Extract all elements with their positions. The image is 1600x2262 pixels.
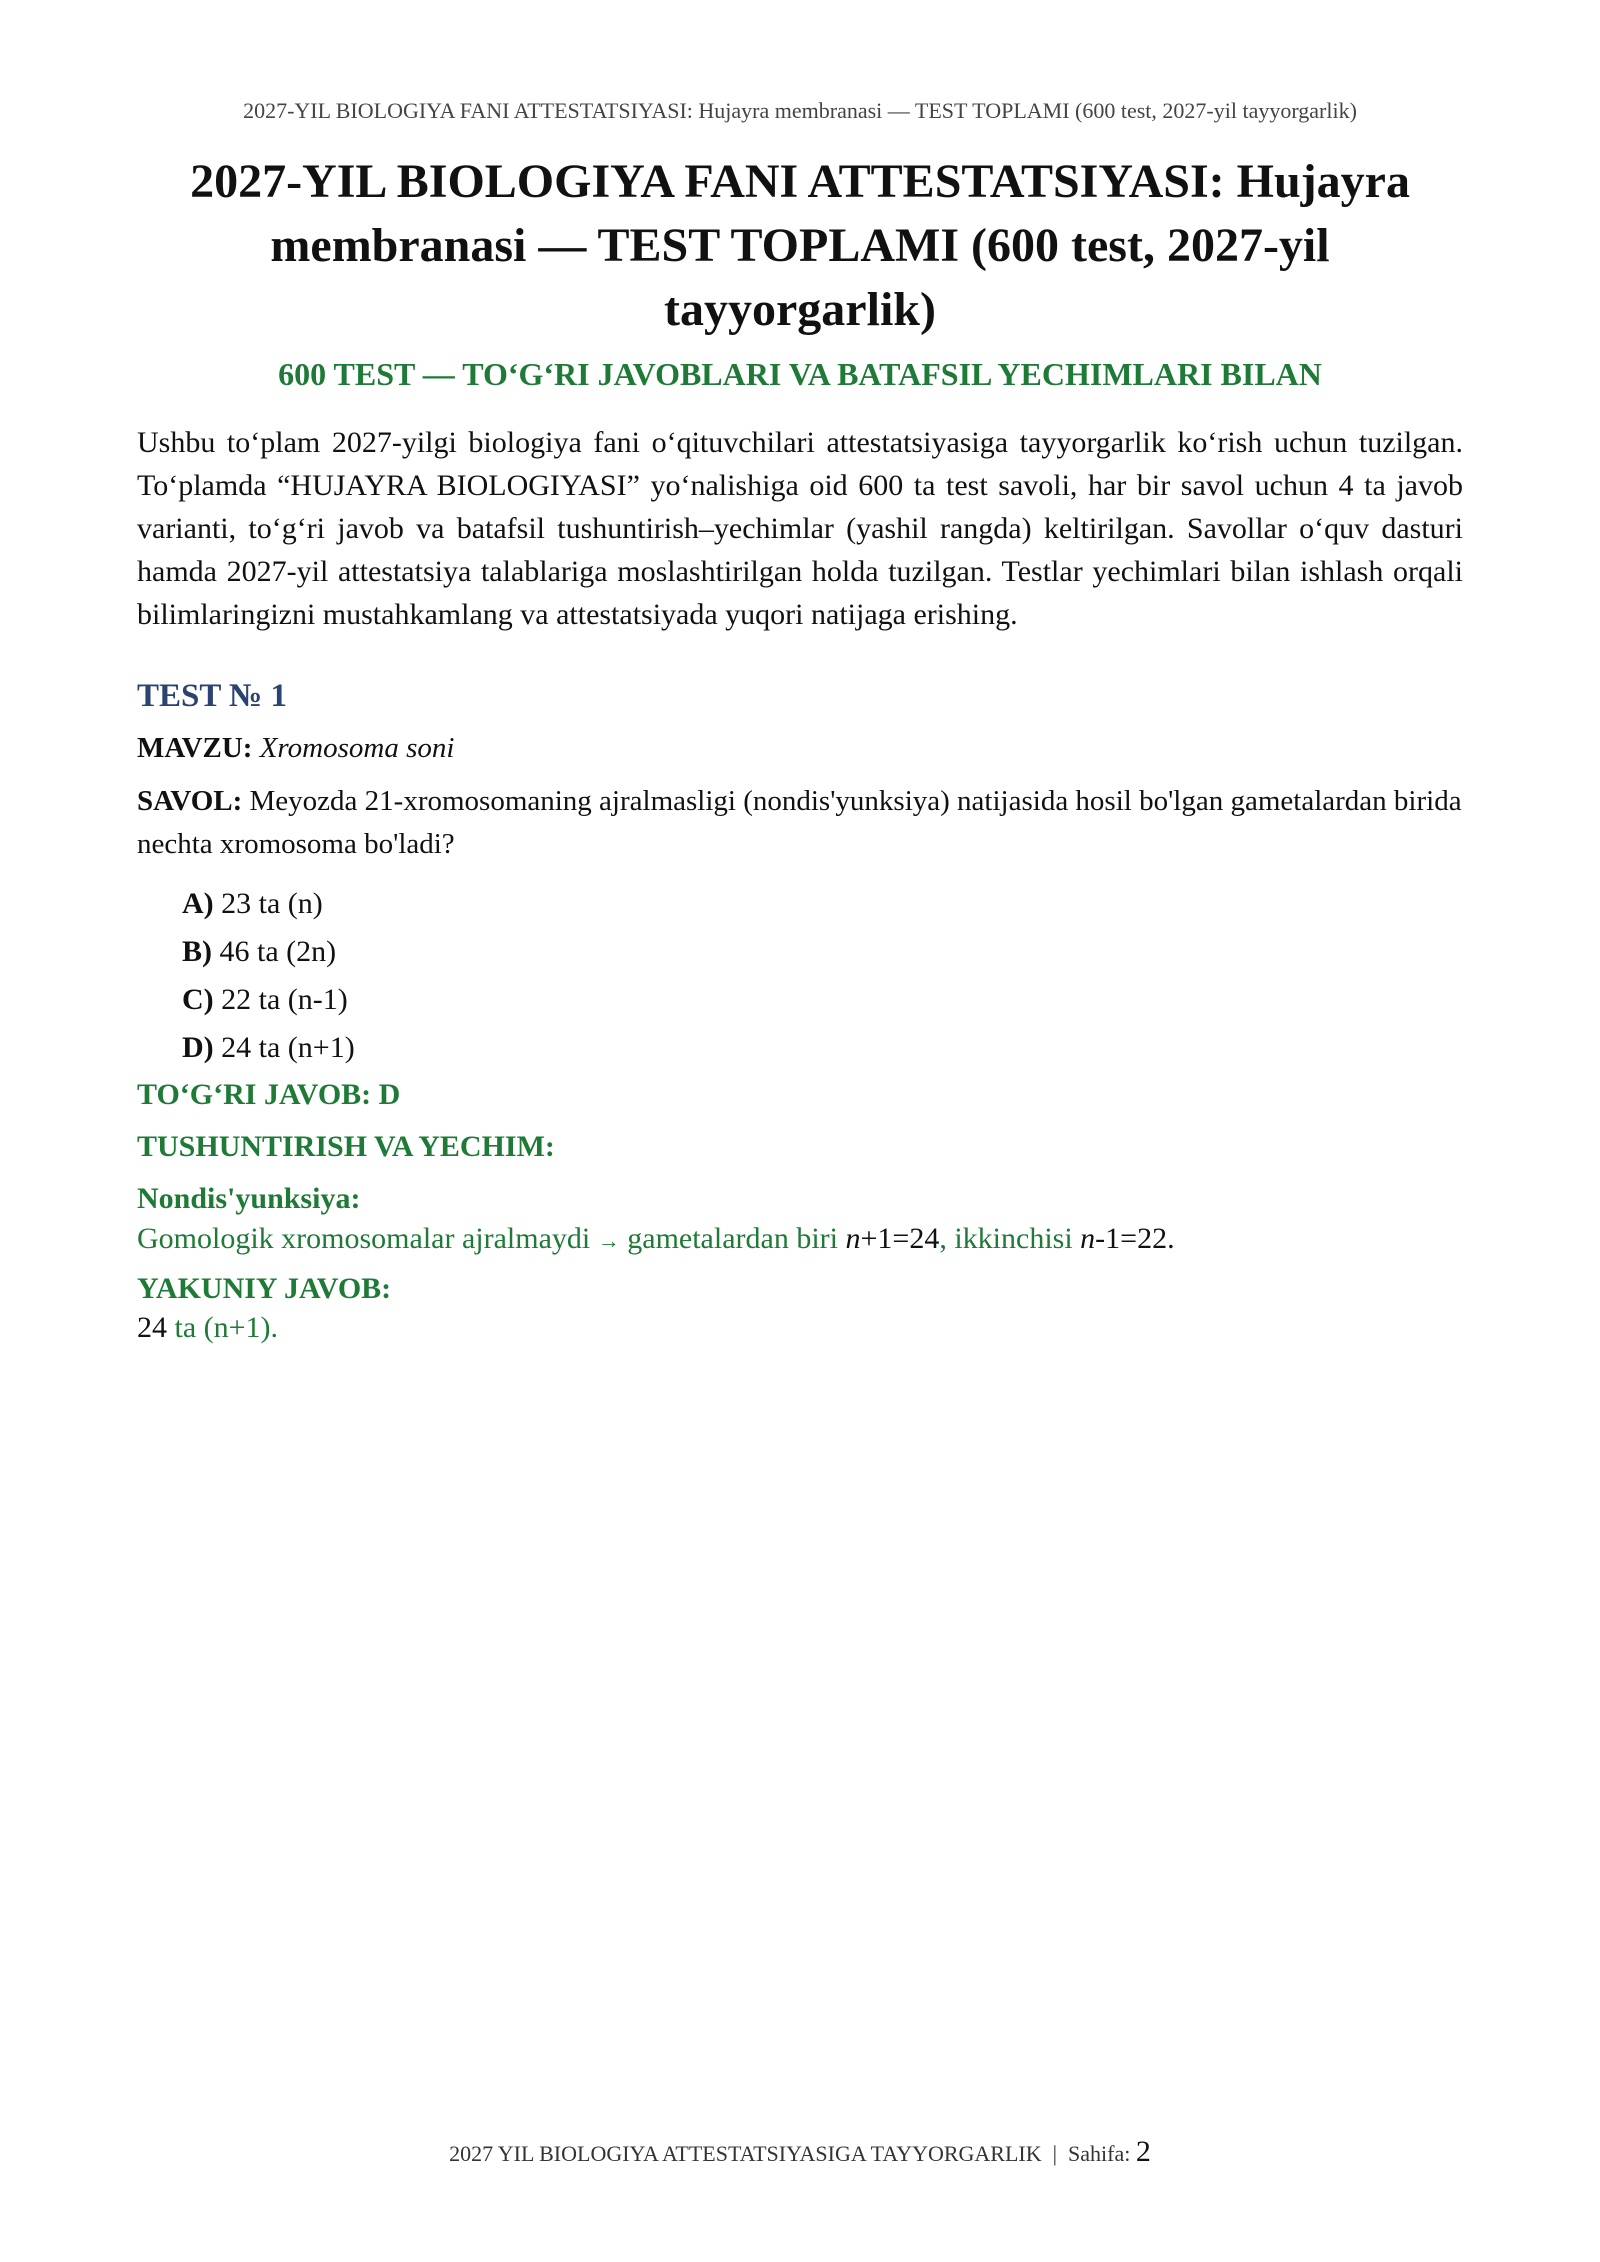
correct-answer: TO‘G‘RI JAVOB: D <box>137 1078 401 1111</box>
math-expression: -1=22 <box>1095 1222 1168 1255</box>
solution-subheading: Nondis'yunksiya: <box>137 1182 361 1215</box>
solution-line <box>137 1216 1463 1264</box>
math-variable: n <box>1080 1222 1096 1255</box>
page-label: Sahifa: <box>1068 2141 1131 2166</box>
running-footer <box>0 2135 1600 2169</box>
option-text: 46 ta (2n) <box>219 935 337 968</box>
option-letter: A) <box>182 887 214 920</box>
option-letter: B) <box>182 935 212 968</box>
math-expression: +1=24 <box>860 1222 940 1255</box>
final-answer-number: 24 <box>137 1311 167 1344</box>
document-title: 2027-YIL BIOLOGIYA FANI ATTESTATSIYASI: Hujayra membranasi — TEST TOPLAMI (600 test, 2027-yil tayyorgarlik) <box>190 155 1410 336</box>
running-header: 2027-YIL BIOLOGIYA FANI ATTESTATSIYASI: Hujayra membranasi — TEST TOPLAMI (600 test, 2027-yil tayyorgarlik) <box>243 98 1357 123</box>
option-text: 22 ta (n-1) <box>221 983 348 1016</box>
option-d <box>182 1024 1463 1072</box>
topic-value: Xromosoma soni <box>259 732 455 764</box>
topic-label: MAVZU: <box>137 732 253 764</box>
footer-text: 2027 YIL BIOLOGIYA ATTESTATSIYASIGA TAYYORGARLIK <box>449 2141 1042 2166</box>
option-b <box>182 928 1463 976</box>
test-heading: TEST № 1 <box>137 678 287 714</box>
question-label: SAVOL: <box>137 785 243 817</box>
option-letter: D) <box>182 1031 214 1064</box>
page-number: 2 <box>1135 2135 1151 2168</box>
question-line <box>137 780 1463 866</box>
answer-options <box>137 880 1463 1072</box>
document-subtitle: 600 TEST — TO‘G‘RI JAVOBLARI VA BATAFSIL YECHIMLARI BILAN <box>278 356 1322 392</box>
math-variable: n <box>845 1222 861 1255</box>
solution-part2: gametalardan biri <box>627 1222 838 1255</box>
topic-line <box>137 727 1463 770</box>
solution-end: . <box>1167 1222 1175 1255</box>
explanation-heading: TUSHUNTIRISH VA YECHIM: <box>137 1130 555 1163</box>
solution-part1: Gomologik xromosomalar ajralmaydi <box>137 1222 591 1255</box>
option-text: 23 ta (n) <box>221 887 323 920</box>
final-answer-text: ta (n+1). <box>174 1311 279 1344</box>
option-a <box>182 880 1463 928</box>
option-c <box>182 976 1463 1024</box>
option-letter: C) <box>182 983 214 1016</box>
final-answer-heading: YAKUNIY JAVOB: <box>137 1272 392 1305</box>
solution-part3: , ikkinchisi <box>939 1222 1073 1255</box>
question-text: Meyozda 21-xromosomaning ajralmasligi (nondis'yunksiya) natijasida hosil bo'lgan gametalardan birida nechta xromosoma bo'ladi? <box>137 785 1462 860</box>
final-answer-line <box>137 1306 1463 1350</box>
intro-paragraph: Ushbu to‘plam 2027-yilgi biologiya fani o‘qituvchilari attestatsiyasiga tayyorgarlik ko‘rish uchun tuzilgan. To‘plamda “HUJAYRA BIOLOGIYASI” yo‘nalishiga oid 600 ta test savoli, har bir savol uchun 4 ta javob varianti, to‘g‘ri javob va batafsil tushuntirish–yechimlar (yashil rangda) keltirilgan. Savollar o‘quv dasturi hamda 2027-yil attestatsiya talablariga moslashtirilgan holda tuzilgan. Testlar yechimlari bilan ishlash orqali bilimlaringizni mustahkamlang va attestatsiyada yuqori natijaga erishing. <box>137 426 1463 631</box>
footer-separator: | <box>1052 2141 1058 2166</box>
option-text: 24 ta (n+1) <box>221 1031 355 1064</box>
arrow-icon: → <box>597 1228 620 1253</box>
page-content <box>137 150 1463 1350</box>
